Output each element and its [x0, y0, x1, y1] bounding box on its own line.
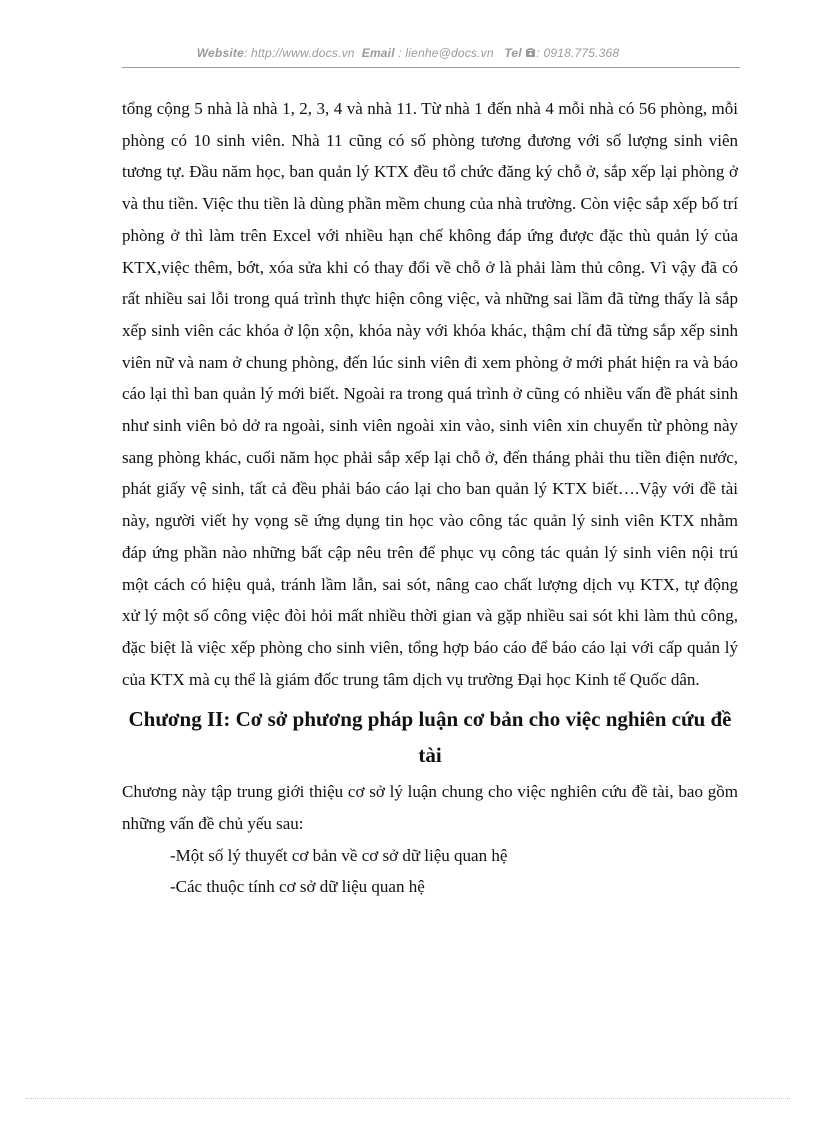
phone-number: : 0918.775.368	[536, 46, 620, 60]
body-paragraph: tổng cộng 5 nhà là nhà 1, 2, 3, 4 và nhà 11. Từ nhà 1 đến nhà 4 mỗi nhà có 56 phòng, mỗi phòng có 10 sinh viên. Nhà 11 cũng có số phòng tương đương với số lượng sinh viên tương tự. Đầu năm học, ban quản lý KTX đều tổ chức đăng ký chỗ ở, sắp xếp lại phòng ở và thu tiền. Việc thu tiền là dùng phần mềm chung của nhà trường. Còn việc sắp xếp bố trí phòng ở thì làm trên Excel với nhiều hạn chế không đáp ứng được đặc thù quản lý của KTX,việc thêm, bớt, xóa sửa khi có thay đổi về chỗ ở là phải làm thủ công. Vì vậy đã có rất nhiều sai lỗi trong quá trình thực hiện công việc, và những sai lầm đã từng thấy là sắp xếp sinh viên các khóa ở lộn xộn, khóa này với khóa khác, thậm chí đã từng sắp xếp sinh viên nữ và nam ở chung phòng, đến lúc sinh viên đi xem phòng ở mới phát hiện ra và báo cáo lại thì ban quản lý mới biết. Ngoài ra trong quá trình ở cũng có nhiều vấn đề phát sinh như sinh viên bỏ dở ra ngoài, sinh viên ngoài xin vào, sinh viên xin chuyển từ phòng này sang phòng khác, cuối năm học phải sắp xếp lại chỗ ở, đến tháng phải thu tiền điện nước, phát giấy vệ sinh, tất cả đều phải báo cáo lại cho ban quản lý KTX biết….Vậy với đề tài này, người viết hy vọng sẽ ứng dụng tin học vào công tác quản lý sinh viên KTX nhằm đáp ứng phần nào những bất cập nêu trên để phục vụ công tác quản lý sinh viên nội trú một cách có hiệu quả, tránh lầm lẫn, sai sót, nâng cao chất lượng dịch vụ KTX, tự động xử lý một số công việc đòi hỏi mất nhiều thời gian và gặp nhiều sai sót khi làm thủ công, đặc biệt là việc xếp phòng cho sinh viên, tổng hợp báo cáo để báo cáo lại với cấp quản lý của KTX mà cụ thể là giám đốc trung tâm dịch vụ trường Đại học Kinh tế Quốc dân.	[122, 99, 738, 689]
tel-label: Tel	[504, 46, 522, 60]
footer-divider	[26, 1098, 790, 1099]
list-item: -Các thuộc tính cơ sở dữ liệu quan hệ	[170, 877, 425, 897]
intro-paragraph: Chương này tập trung giới thiệu cơ sở lý luận chung cho việc nghiên cứu đề tài, bao gồm những vấn đề chủ yếu sau:	[122, 782, 738, 834]
website-label: Website	[196, 46, 244, 60]
website-url[interactable]: : http://www.docs.vn	[243, 46, 355, 60]
header-divider	[122, 67, 740, 68]
phone-icon	[525, 46, 536, 60]
email-label: Email	[361, 46, 395, 60]
document-body	[122, 93, 738, 903]
email-address[interactable]: : lienhe@docs.vn	[398, 46, 494, 60]
page-header	[0, 46, 816, 60]
chapter-heading: Chương II: Cơ sở phương pháp luận cơ bản cho việc nghiên cứu đề tài	[128, 707, 732, 768]
list-item: -Một số lý thuyết cơ bản về cơ sở dữ liệu quan hệ	[170, 845, 508, 865]
